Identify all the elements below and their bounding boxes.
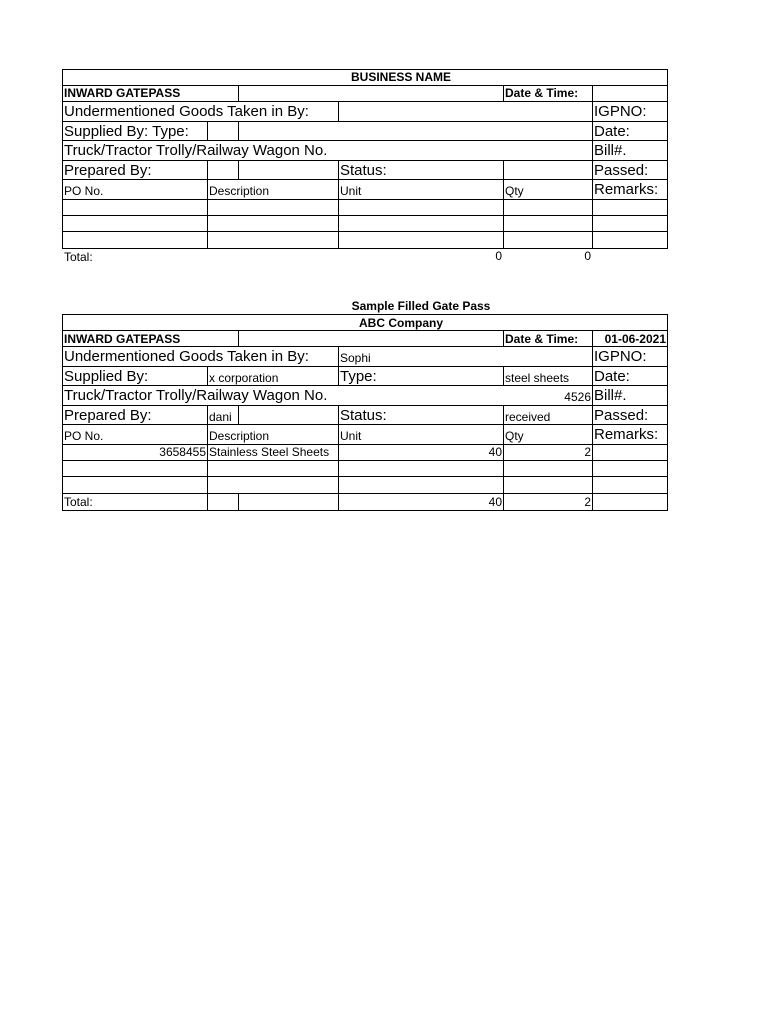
truck-wagon-label: Truck/Tractor Trolly/Railway Wagon No.: [64, 142, 328, 159]
date-label: Date:: [594, 123, 630, 140]
passed-label: Passed:: [594, 407, 649, 424]
col-qty-header: Qty: [505, 184, 524, 198]
datetime-value: 01-06-2021: [604, 332, 666, 346]
sample-title: Sample Filled Gate Pass: [351, 299, 491, 313]
total-unit-value: 40: [488, 495, 502, 509]
status-label: Status:: [340, 162, 387, 179]
inward-gatepass-header: INWARD GATEPASS: [64, 86, 181, 100]
inward-gatepass-header: INWARD GATEPASS: [64, 332, 181, 346]
remarks-label: Remarks:: [594, 426, 659, 443]
business-name-title: BUSINESS NAME: [350, 70, 451, 84]
taken-by-label: Undermentioned Goods Taken in By:: [64, 348, 309, 365]
total-unit-value: 0: [495, 249, 502, 263]
bill-label: Bill#.: [594, 387, 627, 404]
row-unit-value: 40: [488, 445, 502, 459]
row-description-value: Stainless Steel Sheets: [209, 445, 330, 459]
taken-by-label: Undermentioned Goods Taken in By:: [64, 103, 309, 120]
status-value: received: [505, 410, 551, 424]
total-qty-value: 2: [584, 495, 591, 509]
igpno-label: IGPNO:: [594, 348, 647, 365]
type-value: steel sheets: [505, 371, 570, 385]
prepared-by-value: dani: [209, 410, 232, 424]
prepared-by-label: Prepared By:: [64, 407, 152, 424]
status-label: Status:: [340, 407, 387, 424]
type-label: Type:: [340, 368, 377, 385]
prepared-by-label: Prepared By:: [64, 162, 152, 179]
igpno-label: IGPNO:: [594, 103, 647, 120]
truck-wagon-label: Truck/Tractor Trolly/Railway Wagon No.: [64, 387, 328, 404]
datetime-label: Date & Time:: [505, 332, 579, 346]
supplied-by-label: Supplied By:: [64, 368, 149, 385]
supplied-by-label: Supplied By: Type:: [64, 123, 189, 140]
col-unit-header: Unit: [340, 184, 362, 198]
total-label: Total:: [64, 495, 93, 509]
col-qty-header: Qty: [505, 429, 524, 443]
col-unit-header: Unit: [340, 429, 362, 443]
total-qty-value: 0: [584, 249, 591, 263]
bill-label: Bill#.: [594, 142, 627, 159]
col-description-header: Description: [209, 184, 270, 198]
col-description-header: Description: [209, 429, 270, 443]
datetime-label: Date & Time:: [505, 86, 579, 100]
supplied-by-value: x corporation: [209, 371, 279, 385]
row-qty-value: 2: [584, 445, 591, 459]
col-po-header: PO No.: [64, 429, 104, 443]
company-name: ABC Company: [358, 316, 443, 330]
col-po-header: PO No.: [64, 184, 104, 198]
date-label: Date:: [594, 368, 630, 385]
row-po-value: 3658455: [159, 445, 206, 459]
truck-wagon-value: 4526: [564, 390, 591, 404]
remarks-label: Remarks:: [594, 181, 659, 198]
total-label: Total:: [64, 250, 93, 264]
passed-label: Passed:: [594, 162, 649, 179]
taken-by-value: Sophi: [340, 351, 371, 365]
